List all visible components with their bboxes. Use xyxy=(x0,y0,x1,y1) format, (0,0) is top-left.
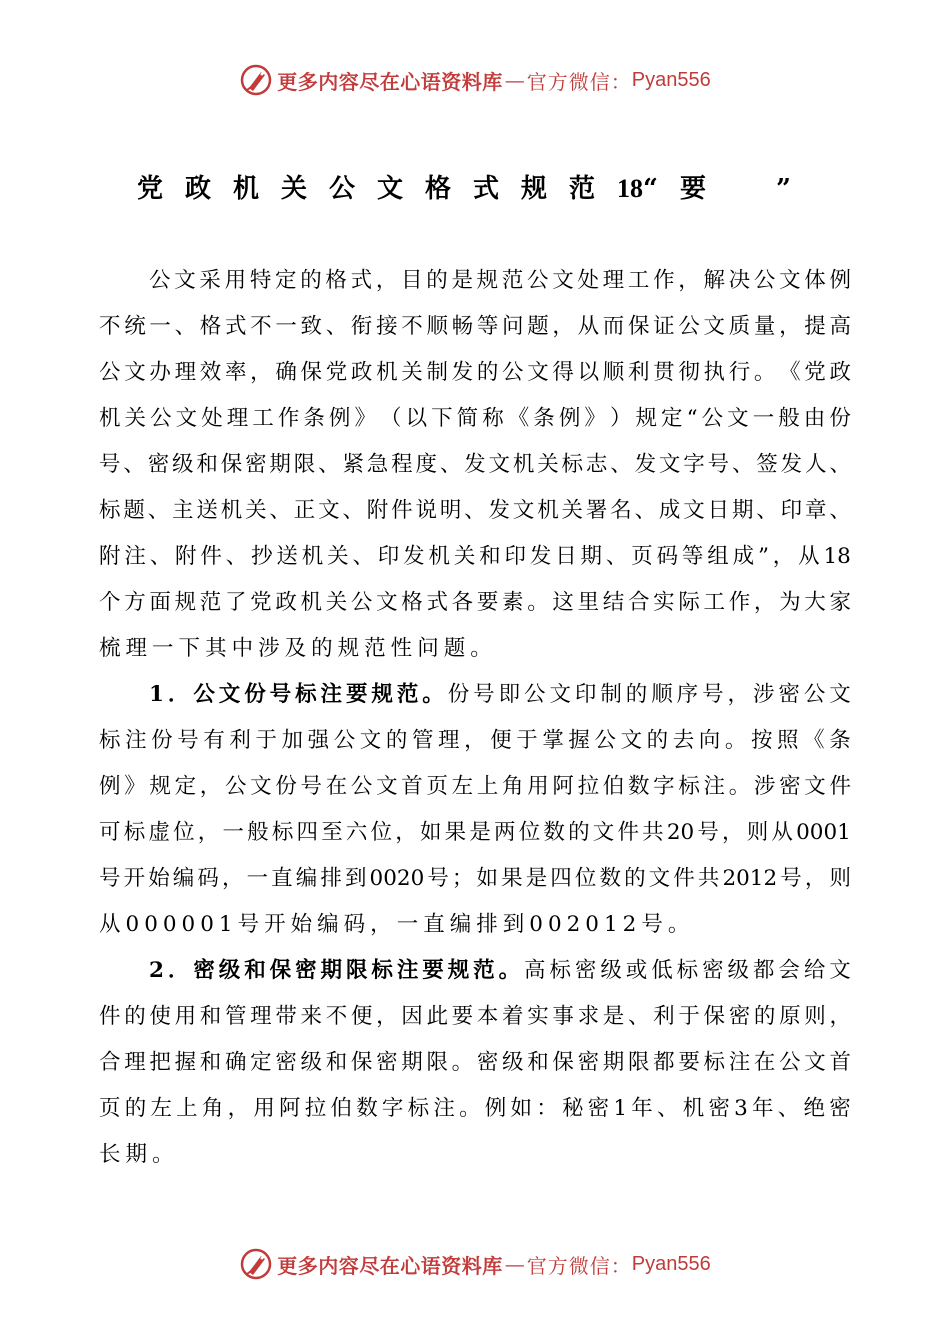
text-line: 件 的 使 用 和 管 理 带 来 不 便 ， 因 此 要 本 着 实 事 求 是 、 利 于 保 密 的 原 则 ， xyxy=(99,1004,851,1029)
banner-separator: — xyxy=(504,1252,525,1276)
text-line: 标 题 、 主 送 机 关 、 正 文 、 附 件 说 明 、 发 文 机 关 署 名 、 成 文 日 期 、 印 章 、 xyxy=(99,498,851,523)
pen-nib-logo-icon xyxy=(239,1247,273,1281)
document-body xyxy=(99,258,851,1178)
banner-wechat-id: Pyan556 xyxy=(631,1252,711,1275)
text-line: 合 理 把 握 和 确 定 密 级 和 保 密 期 限 。 密 级 和 保 密 期 限 都 要 标 注 在 公 文 首 xyxy=(99,1050,851,1075)
text-line: 例 》 规 定 ， 公 文 份 号 在 公 文 首 页 左 上 角 用 阿 拉 伯 数 字 标 注 。 涉 密 文 件 xyxy=(99,774,851,799)
text-line: 梳 理 一 下 其 中 涉 及 的 规 范 性 问 题 。 xyxy=(99,636,497,661)
header-banner xyxy=(0,58,950,102)
section-heading-line: 2 ． 密 级 和 保 密 期 限 标 注 要 规 范 。 高 标 密 级 或 低 标 密 级 都 会 给 文 xyxy=(149,958,851,983)
text-line: 不 统 一 、 格 式 不 一 致 、 衔 接 不 顺 畅 等 问 题 ， 从 而 保 证 公 文 质 量 ， 提 高 xyxy=(99,314,851,339)
title-main: 党政机关公文格式规范 xyxy=(137,174,618,204)
section-heading-line: 1 ． 公 文 份 号 标 注 要 规 范 。 份 号 即 公 文 印 制 的 顺 序 号 ， 涉 密 公 文 xyxy=(149,682,851,707)
text-line: 长 期 。 xyxy=(99,1142,179,1167)
banner-wechat-id: Pyan556 xyxy=(631,68,711,91)
text-line: 号 、 密 级 和 保 密 期 限 、 紧 急 程 度 、 发 文 机 关 标 志 、 发 文 字 号 、 签 发 人 、 xyxy=(99,452,851,477)
text-line: 个 方 面 规 范 了 党 政 机 关 公 文 格 式 各 要 素 。 这 里 结 合 实 际 工 作 ， 为 大 家 xyxy=(99,590,851,615)
text-line: 号 开 始 编 码 ， 一 直 编 排 到 0020 号 ； 如 果 是 四 位 数 的 文 件 共 2012 号 ， 则 xyxy=(99,866,851,891)
banner-wechat-label: 官方微信： xyxy=(526,69,632,94)
text-line: 页 的 左 上 角 ， 用 阿 拉 伯 数 字 标 注 。 例 如 ： 秘 密 1 年 、 机 密 3 年 、 绝 密 xyxy=(99,1096,851,1121)
text-line: 附 注 、 附 件 、 抄 送 机 关 、 印 发 机 关 和 印 发 日 期 、 页 码 等 组 成 ” ， 从 18 xyxy=(99,544,851,569)
banner-separator: — xyxy=(504,68,525,92)
pen-nib-logo-icon xyxy=(239,63,273,97)
banner-wechat-label: 官方微信： xyxy=(526,1253,632,1278)
document-title xyxy=(0,168,950,205)
banner-slogan: 更多内容尽在心语资料库 xyxy=(277,69,503,94)
text-line: 公 文 采 用 特 定 的 格 式 ， 目 的 是 规 范 公 文 处 理 工 作 ， 解 决 公 文 体 例 xyxy=(149,268,851,293)
text-line: 公 文 办 理 效 率 ， 确 保 党 政 机 关 制 发 的 公 文 得 以 顺 利 贯 彻 执 行 。 《 党 政 xyxy=(99,360,851,385)
footer-banner xyxy=(0,1242,950,1286)
text-line: 标 注 份 号 有 利 于 加 强 公 文 的 管 理 ， 便 于 掌 握 公 文 的 去 向 。 按 照 《 条 xyxy=(99,728,851,753)
banner-slogan: 更多内容尽在心语资料库 xyxy=(277,1253,503,1278)
text-line: 可 标 虚 位 ， 一 般 标 四 至 六 位 ， 如 果 是 两 位 数 的 文 件 共 20 号 ， 则 从 0001 xyxy=(99,820,851,845)
title-number: 18 xyxy=(617,174,644,203)
text-line: 机 关 公 文 处 理 工 作 条 例 》 （ 以 下 简 称 《 条 例 》 ） 规 定 “ 公 文 一 般 由 份 xyxy=(99,406,851,431)
text-line: 从 000001 号 开 始 编 码 ， 一 直 编 排 到 002012 号 。 xyxy=(99,912,695,937)
title-suffix: “要 ” xyxy=(643,174,813,204)
